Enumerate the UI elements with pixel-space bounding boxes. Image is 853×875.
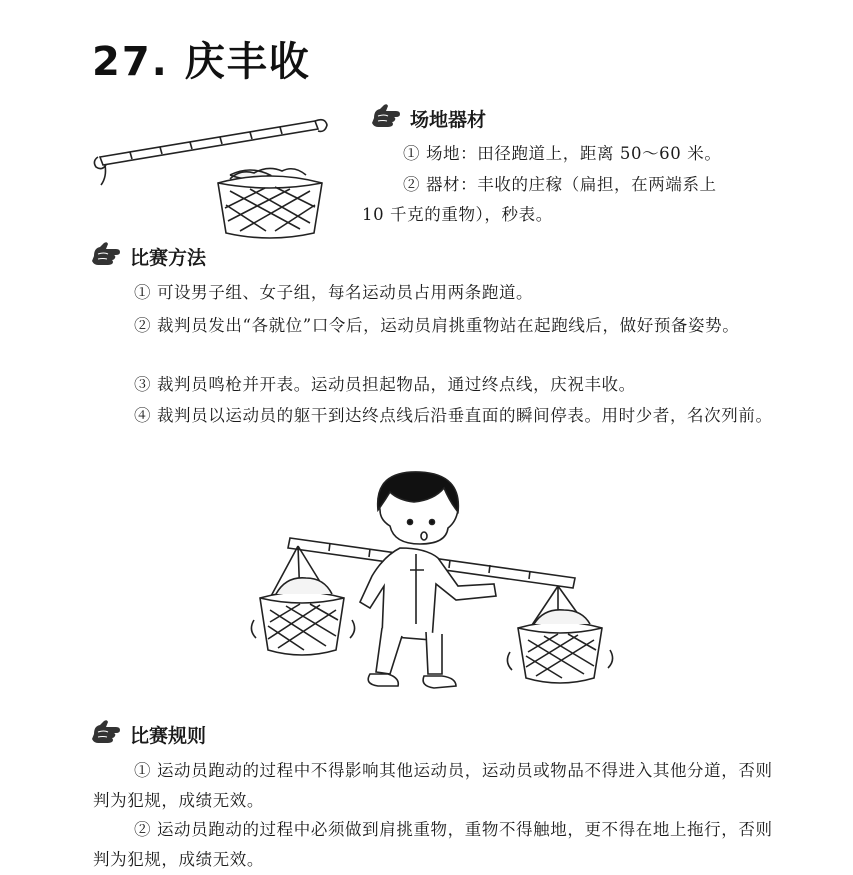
venue-heading-text: 场地器材 (410, 108, 487, 131)
page-title: 27. 庆丰收 (92, 39, 311, 85)
hand-pointing-icon (90, 718, 122, 750)
hand-pointing-icon (90, 240, 122, 272)
method-heading (90, 240, 206, 272)
method-item-2: ② 裁判员发出“各就位”口令后，运动员肩挑重物站在起跑线后，做好预备姿势。 (134, 316, 740, 335)
method-heading-text: 比赛方法 (130, 246, 207, 269)
venue-item-2-line2: 10 千克的重物），秒表。 (362, 205, 553, 224)
venue-item-2-line1: ② 器材：丰收的庄稼（扁担，在两端系上 (403, 175, 717, 194)
venue-item-1: ① 场地：田径跑道上，距离 50～60 米。 (403, 144, 722, 163)
pole-basket-illustration (90, 105, 350, 245)
method-item-1: ① 可设男子组、女子组，每名运动员占用两条跑道。 (134, 283, 534, 302)
method-item-4: ④ 裁判员以运动员的躯干到达终点线后沿垂直面的瞬间停表。用时少者，名次列前。 (134, 406, 773, 425)
hand-pointing-icon (370, 102, 402, 134)
rules-item-1: ① 运动员跑动的过程中不得影响其他运动员，运动员或物品不得进入其他分道，否则判为犯规，成绩无效。 (93, 761, 773, 810)
method-item-3: ③ 裁判员鸣枪并开表。运动员担起物品，通过终点线，庆祝丰收。 (134, 375, 636, 394)
venue-heading (370, 102, 486, 134)
boy-carrying-baskets-illustration (240, 470, 630, 710)
rules-item-2: ② 运动员跑动的过程中必须做到肩挑重物，重物不得触地，更不得在地上拖行，否则判为犯规，成绩无效。 (93, 820, 773, 869)
rules-heading (90, 718, 206, 750)
rules-heading-text: 比赛规则 (130, 724, 207, 747)
